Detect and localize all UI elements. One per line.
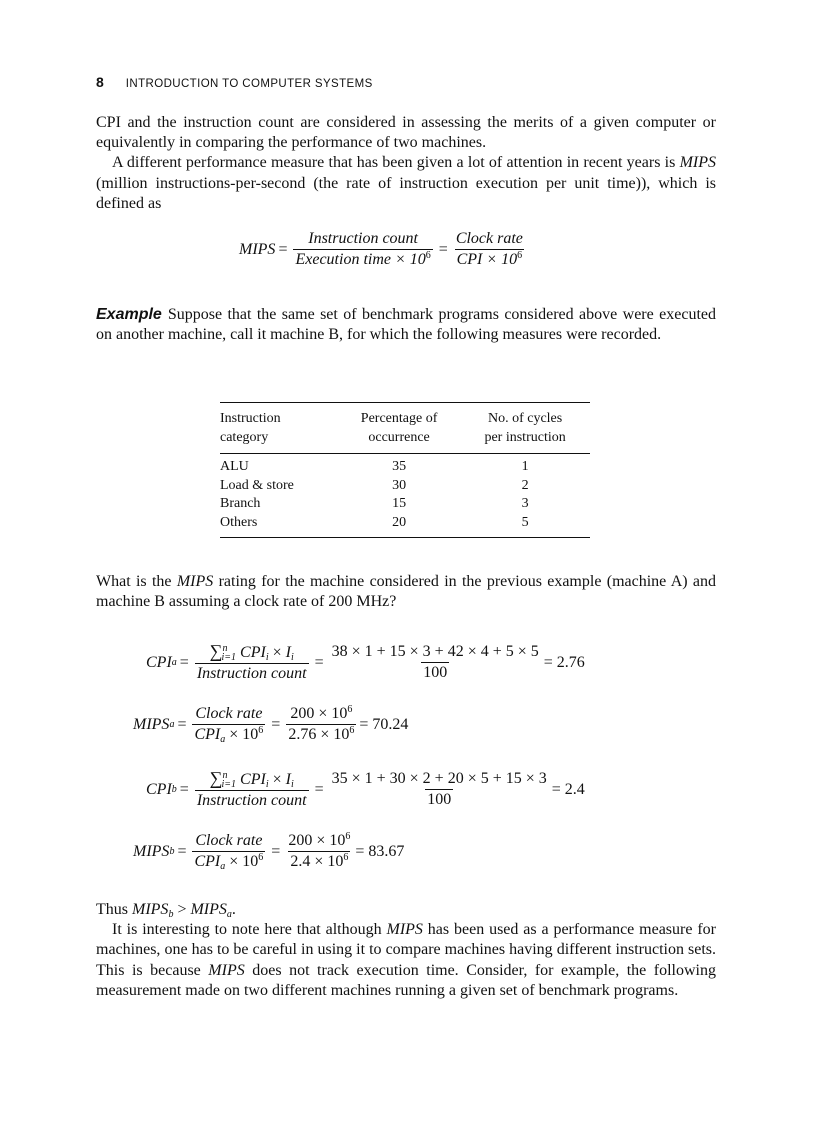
question-paragraph: What is the MIPS rating for the machine considered in the previous example (machine A) and machine B assuming a clock rate of 200 MHz? (96, 573, 717, 611)
conclusion-line: Thus $MIPS_b$ > $MIPS_a$. (96, 901, 236, 920)
example-label: Example (96, 306, 162, 323)
paragraph-text: CPI and the instruction count are considered in assessing the merits of a given computer or equivalently in comparing the performance of two machines. (96, 114, 716, 152)
fraction: $\frac{\text{Clock rate}}{CPI_a \times 10^6}$ (194, 705, 264, 745)
denominator: Execution time × $10^6$ (295, 250, 431, 268)
fraction (454, 229, 525, 270)
result: = 2.4 (551, 780, 585, 798)
fraction: $\frac{\text{Clock rate}}{CPI_a \times 10^6}$ (194, 832, 264, 872)
running-header (96, 74, 373, 92)
fraction: $\frac{35 \times 1 + 30 \times 2 + 20 \times 5 + 15 \times 3}{100}$ (331, 770, 547, 808)
text: A different performance measure that has been given a lot of attention in recent years is (112, 154, 680, 172)
fraction: $\frac{200 \times 10^6}{2.4 \times 10^6}$ (288, 831, 351, 870)
result: = 70.24 (359, 715, 409, 733)
text: (million instructions-per-second (the rate of instruction execution per unit time)), which is defined as (96, 174, 716, 212)
fraction: $\frac{\sum^n_{i=1} CPI_i \times I_i}{\text{Instruction count}}$ (196, 768, 307, 809)
page-number: 8 (96, 74, 104, 90)
table-row: Others 20 5 (220, 514, 529, 530)
mips-a-equation: MIPS a = $\frac{\text{Clock rate}}{CPI_a \times 10^6}$ = $\frac{200 \times 10^6}{2.76 \times 10^6}$ = 70.24 (133, 704, 409, 745)
running-title: INTRODUCTION TO COMPUTER SYSTEMS (125, 78, 373, 90)
mips-definition-equation: MIPS = $\frac{\text{Instruction count}}{Execution time \times 10^6}$ = $\frac{\text{Clock rate}}{CPI \times 10^6}$ (239, 230, 523, 268)
fraction: $\frac{38 \times 1 + 15 \times 3 + 42 \times 4 + 5 \times 5}{100}$ (331, 643, 539, 681)
fraction: $\frac{200 \times 10^6}{2.76 \times 10^6}$ (288, 704, 355, 743)
eq-lhs: MIPS (239, 240, 276, 258)
numerator: Instruction count (308, 230, 418, 247)
final-paragraph: It is interesting to note here that although MIPS has been used as a performance measure for machines, one has to be careful in using it to compare machines having different instruction sets. This is because MIPS does not track execution time. Consider, for example, the following measurement made on two different machines running a given set of benchmark programs. (96, 921, 716, 999)
result: = 2.76 (543, 653, 585, 671)
cpi-a-equation: CPI a = $\frac{\sum^n_{i=1} CPI_i \times I_i}{\text{Instruction count}}$ = $\frac{38 \times 1 + 15 \times 3 + 42 \times 4 + 5 \times 5}{100}$ = 2.76 (146, 641, 585, 682)
paragraph-mips-intro (96, 153, 716, 214)
mips-term: MIPS (176, 573, 214, 590)
mips-term: MIPS (679, 154, 716, 172)
conclusion-paragraph (96, 900, 716, 1001)
example-paragraph (96, 305, 716, 345)
denominator: CPI × $10^6$ (456, 250, 523, 268)
table-row: Branch 15 3 (220, 496, 529, 512)
numerator: Clock rate (455, 230, 523, 247)
example-text: Suppose that the same set of benchmark programs considered above were executed on another machine, call it machine B, for which the following measures were recorded. (96, 306, 716, 344)
instruction-mix-table (220, 402, 590, 538)
table-row: Load & store 30 2 (220, 477, 529, 493)
column-header: Instruction category (220, 403, 338, 454)
fraction: $\frac{\sum^n_{i=1} CPI_i \times I_i}{\text{Instruction count}}$ (196, 641, 307, 682)
fraction (293, 229, 432, 270)
mips-b-equation: MIPS b = $\frac{\text{Clock rate}}{CPI_a \times 10^6}$ = $\frac{200 \times 10^6}{2.4 \times 10^6}$ = 83.67 (133, 831, 405, 872)
cpi-b-equation: CPI b = $\frac{\sum^n_{i=1} CPI_i \times I_i}{\text{Instruction count}}$ = $\frac{35 \times 1 + 30 \times 2 + 20 \times 5 + 15 \times 3}{100}$ = 2.4 (146, 768, 585, 809)
column-header: Percentage of occurrence (338, 403, 460, 454)
column-header: No. of cycles per instruction (460, 403, 590, 454)
table-row: ALU 35 1 (220, 459, 529, 474)
result: = 83.67 (355, 842, 405, 860)
paragraph-cpi (96, 113, 716, 214)
